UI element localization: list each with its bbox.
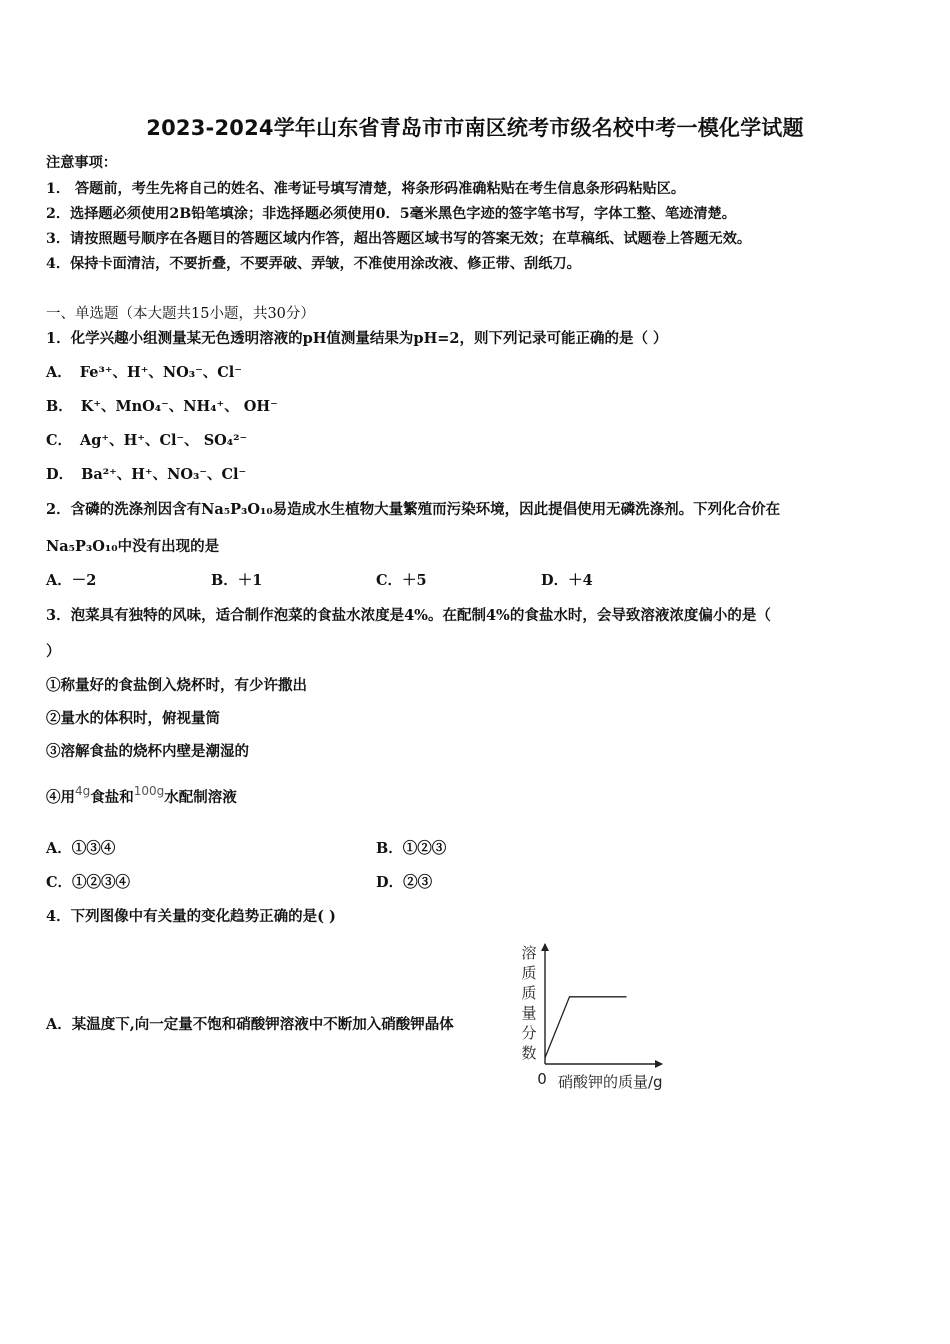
question-3-option-b: B．①②③ (376, 840, 447, 857)
origin-label: 0 (537, 1070, 547, 1088)
notice-item: 1． 答题前，考生先将自己的姓名、准考证号填写清楚，将条形码准确粘贴在考生信息条形码粘贴区。 (46, 181, 686, 197)
y-axis-label-char: 量 (521, 1004, 537, 1022)
y-axis-label-char: 质 (521, 964, 537, 982)
solution-concentration-chart (512, 938, 682, 1094)
option-label: B． (46, 398, 73, 415)
notice-item: 2．选择题必须使用2B铅笔填涂；非选择题必须使用0．5毫米黑色字迹的签字笔书写，字体工整、笔迹清楚。 (46, 206, 736, 222)
option-label: A． (46, 364, 72, 381)
question-1-option-d (46, 463, 246, 484)
question-2-option-b: B．＋1 (211, 572, 263, 589)
notice-header: 注意事项： (46, 155, 117, 171)
y-axis-label-char: 质 (521, 984, 537, 1002)
y-axis-label (521, 944, 536, 1062)
question-4-option-a: A．某温度下,向一定量不饱和硝酸钾溶液中不断加入硝酸钾晶体 (46, 1016, 454, 1033)
question-2-option-c: C．＋5 (376, 572, 427, 589)
option-text: Ag⁺、H⁺、Cl⁻、 SO₄²⁻ (80, 432, 248, 449)
item-4-suffix: 水配制溶液 (164, 789, 237, 806)
section-heading: 一、单选题（本大题共15小题，共30分） (46, 306, 315, 322)
question-4-stem: 4．下列图像中有关量的变化趋势正确的是( ) (46, 908, 336, 925)
y-axis-label-char: 数 (521, 1044, 537, 1062)
y-axis-label-char: 分 (521, 1024, 537, 1042)
option-label: C． (46, 432, 73, 449)
question-3-stem-line1: 3．泡菜具有独特的风味，适合制作泡菜的食盐水浓度是4%。在配制4%的食盐水时，会导致溶液浓度偏小的是（ (46, 607, 771, 624)
x-axis-label: 硝酸钾的质量/g (558, 1073, 663, 1091)
question-3-item-3: ③溶解食盐的烧杯内壁是潮湿的 (46, 743, 249, 760)
question-3-stem-line2: ） (46, 643, 61, 660)
mass-100g: 100g (133, 784, 165, 798)
question-1-stem: 1．化学兴趣小组测量某无色透明溶液的pH值测量结果为pH=2，则下列记录可能正确的是（ ） (46, 330, 668, 347)
question-3-option-c: C．①②③④ (46, 874, 131, 891)
question-1-option-c (46, 429, 247, 450)
page-title: 2023-2024学年山东省青岛市市南区统考市级名校中考一模化学试题 (146, 116, 804, 140)
y-axis-label-char: 溶 (521, 944, 537, 962)
notice-item: 3．请按照题号顺序在各题目的答题区域内作答，超出答题区域书写的答案无效；在草稿纸、试题卷上答题无效。 (46, 231, 752, 247)
notice-item: 4．保持卡面清洁，不要折叠，不要弄破、弄皱，不准使用涂改液、修正带、刮纸刀。 (46, 256, 581, 272)
question-1-option-b (46, 395, 278, 416)
question-2-stem-line2: Na₅P₃O₁₀中没有出现的是 (46, 538, 220, 555)
question-2-option-d: D．＋4 (541, 572, 593, 589)
question-1-option-a (46, 361, 242, 382)
option-text: K⁺、MnO₄⁻、NH₄⁺、 OH⁻ (80, 398, 278, 415)
option-text: Fe³⁺、H⁺、NO₃⁻、Cl⁻ (79, 364, 242, 381)
question-3-option-d: D．②③ (376, 874, 433, 891)
question-2-option-a: A．－2 (46, 572, 97, 589)
question-2-stem-line1: 2．含磷的洗涤剂因含有Na₅P₃O₁₀易造成水生植物大量繁殖而污染环境，因此提倡使用无磷洗涤剂。下列化合价在 (46, 501, 781, 518)
series-line (545, 997, 627, 1058)
question-3-option-a: A．①③④ (46, 840, 116, 857)
option-text: Ba²⁺、H⁺、NO₃⁻、Cl⁻ (81, 466, 247, 483)
question-3-item-2: ②量水的体积时，俯视量筒 (46, 710, 220, 727)
mass-4g: 4g (75, 784, 91, 798)
item-4-prefix: ④用 (46, 789, 75, 806)
item-4-mid: 食盐和 (90, 789, 134, 806)
question-3-item-4 (46, 786, 237, 807)
question-3-item-1: ①称量好的食盐倒入烧杯时，有少许撒出 (46, 677, 307, 694)
option-label: D． (46, 466, 74, 483)
